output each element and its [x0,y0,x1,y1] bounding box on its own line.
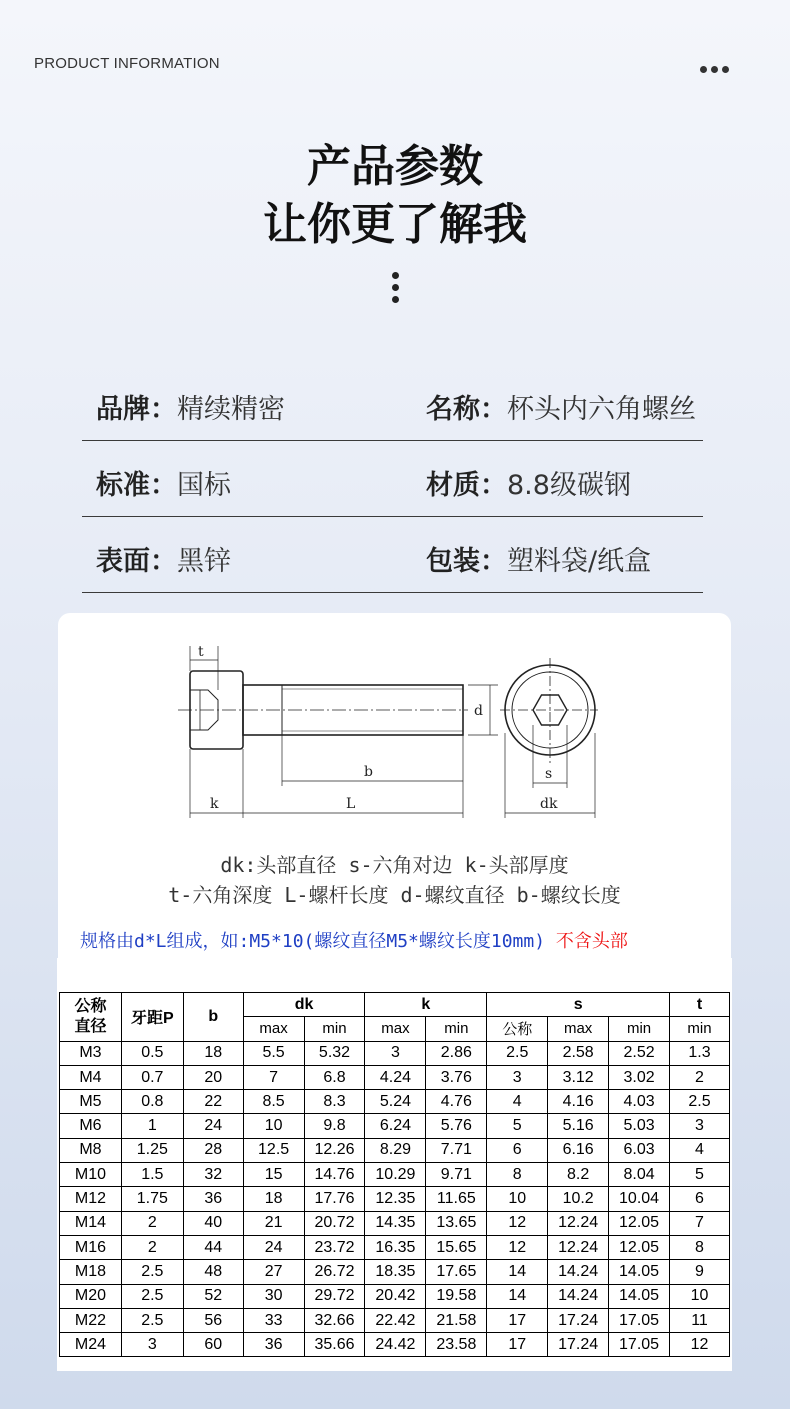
table-row [60,1333,730,1357]
table-cell: 24 [243,1235,304,1259]
table-cell: 6.03 [609,1138,670,1162]
table-cell: 3 [365,1041,426,1065]
table-row [60,1187,730,1211]
table-cell: 19.58 [426,1284,487,1308]
table-cell: 4.76 [426,1090,487,1114]
table-cell: 32.66 [304,1308,365,1332]
spec-table [59,992,730,1357]
table-cell: 15 [243,1163,304,1187]
table-cell: 6 [487,1138,548,1162]
table-cell: 12.05 [609,1235,670,1259]
table-cell: 10 [487,1187,548,1211]
table-cell: 36 [243,1333,304,1357]
table-cell: 2.5 [121,1284,183,1308]
header-k: k [365,993,487,1017]
table-cell: 14 [487,1284,548,1308]
table-cell: 2.5 [121,1308,183,1332]
info-key: 包装： [426,546,507,577]
spec-note-warning: 不含头部 [545,931,628,952]
table-cell: M8 [60,1138,122,1162]
table-cell: 23.58 [426,1333,487,1357]
table-cell: 8.29 [365,1138,426,1162]
table-cell: 12.5 [243,1138,304,1162]
table-cell: 10.04 [609,1187,670,1211]
dim-label-s: s [545,766,553,782]
legend-line: t-六角深度 L-螺杆长度 d-螺纹直径 b-螺纹长度 [168,883,621,907]
table-cell: 18 [243,1187,304,1211]
spec-table-body [60,1041,730,1357]
dim-label-L: L [346,796,356,812]
header-pitch: 牙距P [121,993,183,1042]
table-row [60,1114,730,1138]
table-cell: M6 [60,1114,122,1138]
info-packaging [426,539,651,578]
table-cell: 48 [183,1260,243,1284]
table-cell: M14 [60,1211,122,1235]
table-cell: 5.32 [304,1041,365,1065]
table-row [60,1260,730,1284]
table-cell: 3.12 [548,1065,609,1089]
info-material [426,463,631,502]
table-cell: 4.03 [609,1090,670,1114]
table-cell: 36 [183,1187,243,1211]
table-row [60,1090,730,1114]
table-cell: 2 [670,1065,730,1089]
table-cell: 12.24 [548,1211,609,1235]
table-cell: 15.65 [426,1235,487,1259]
table-cell: 4 [670,1138,730,1162]
table-cell: 1.3 [670,1041,730,1065]
table-cell: 5.5 [243,1041,304,1065]
table-cell: 56 [183,1308,243,1332]
table-cell: 1.25 [121,1138,183,1162]
info-value: 国标 [177,470,231,501]
table-cell: M12 [60,1187,122,1211]
table-cell: 12 [670,1333,730,1357]
table-cell: 52 [183,1284,243,1308]
table-cell: 2.86 [426,1041,487,1065]
table-cell: 6.16 [548,1138,609,1162]
info-value: 杯头内六角螺丝 [507,394,696,425]
table-cell: 4 [487,1090,548,1114]
table-cell: M5 [60,1090,122,1114]
table-cell: 11 [670,1308,730,1332]
table-cell: M16 [60,1235,122,1259]
table-cell: 3 [670,1114,730,1138]
table-cell: 14.24 [548,1284,609,1308]
table-cell: M22 [60,1308,122,1332]
header-dk-min: min [304,1017,365,1041]
table-cell: 14.24 [548,1260,609,1284]
table-cell: 8.04 [609,1163,670,1187]
info-key: 材质： [426,470,507,501]
table-cell: 28 [183,1138,243,1162]
info-brand [96,387,285,426]
table-cell: 17 [487,1308,548,1332]
table-cell: 18 [183,1041,243,1065]
table-cell: 60 [183,1333,243,1357]
info-standard [96,463,231,502]
header-k-max: max [365,1017,426,1041]
table-cell: 24 [183,1114,243,1138]
table-row [60,1065,730,1089]
table-spacer [57,958,732,992]
table-cell: 5.03 [609,1114,670,1138]
info-key: 标准： [96,470,177,501]
table-cell: 21.58 [426,1308,487,1332]
table-cell: 8.5 [243,1090,304,1114]
table-cell: 27 [243,1260,304,1284]
table-cell: 22.42 [365,1308,426,1332]
table-cell: 12.26 [304,1138,365,1162]
dim-label-d: d [474,703,483,719]
table-cell: 12 [487,1211,548,1235]
table-cell: 5.24 [365,1090,426,1114]
info-name [426,387,696,426]
table-cell: 20.42 [365,1284,426,1308]
table-cell: 5.16 [548,1114,609,1138]
table-cell: 5 [487,1114,548,1138]
info-value: 塑料袋/纸盒 [507,546,652,577]
page-title: 产品参数 [307,141,483,192]
table-cell: 32 [183,1163,243,1187]
table-cell: 6 [670,1187,730,1211]
table-cell: 2 [121,1235,183,1259]
table-cell: 8.3 [304,1090,365,1114]
table-cell: M24 [60,1333,122,1357]
info-key: 品牌： [96,394,177,425]
table-cell: 11.65 [426,1187,487,1211]
table-row [60,1041,730,1065]
table-cell: 18.35 [365,1260,426,1284]
section-label: PRODUCT INFORMATION [34,55,220,72]
table-cell: 33 [243,1308,304,1332]
info-row [82,447,703,517]
table-cell: 3.02 [609,1065,670,1089]
table-cell: 17.05 [609,1308,670,1332]
table-cell: 14.35 [365,1211,426,1235]
page-subtitle: 让你更了解我 [263,199,527,250]
table-cell: 9.8 [304,1114,365,1138]
table-cell: 20 [183,1065,243,1089]
table-cell: 40 [183,1211,243,1235]
table-cell: 2.52 [609,1041,670,1065]
table-cell: 20.72 [304,1211,365,1235]
table-cell: 3 [121,1333,183,1357]
table-cell: 2.5 [487,1041,548,1065]
table-cell: M4 [60,1065,122,1089]
table-cell: 17.05 [609,1333,670,1357]
table-cell: M10 [60,1163,122,1187]
table-cell: 16.35 [365,1235,426,1259]
table-cell: 44 [183,1235,243,1259]
table-cell: 12 [487,1235,548,1259]
table-cell: 17.76 [304,1187,365,1211]
table-cell: 10.29 [365,1163,426,1187]
table-cell: 17.24 [548,1308,609,1332]
table-cell: 17.65 [426,1260,487,1284]
spec-table-card [57,990,732,1371]
table-cell: 0.8 [121,1090,183,1114]
table-row [60,1138,730,1162]
header-t: t [670,993,730,1017]
table-cell: 14.05 [609,1284,670,1308]
header-dk: dk [243,993,365,1017]
table-row [60,1284,730,1308]
header-s-min: min [609,1017,670,1041]
table-cell: 17 [487,1333,548,1357]
info-row [82,523,703,593]
table-cell: 14 [487,1260,548,1284]
screw-diagram-card [58,613,731,960]
info-value: 8.8级碳钢 [507,470,631,501]
table-cell: 9.71 [426,1163,487,1187]
table-cell: 26.72 [304,1260,365,1284]
table-cell: 2.58 [548,1041,609,1065]
table-cell: 0.5 [121,1041,183,1065]
header-s-nominal: 公称 [487,1017,548,1041]
table-row [60,1211,730,1235]
info-row [82,371,703,441]
dim-label-t: t [198,644,204,660]
table-cell: 14.05 [609,1260,670,1284]
table-cell: 5 [670,1163,730,1187]
table-cell: 12.05 [609,1211,670,1235]
table-cell: 29.72 [304,1284,365,1308]
header-k-min: min [426,1017,487,1041]
table-cell: 6.8 [304,1065,365,1089]
table-cell: 13.65 [426,1211,487,1235]
header-dk-max: max [243,1017,304,1041]
more-dots-icon[interactable] [700,58,736,70]
table-row [60,1235,730,1259]
table-cell: 23.72 [304,1235,365,1259]
table-cell: 30 [243,1284,304,1308]
header-t-min: min [670,1017,730,1041]
table-cell: 8 [670,1235,730,1259]
header-b: b [183,993,243,1042]
table-cell: 10 [243,1114,304,1138]
info-value: 精续精密 [177,394,285,425]
table-cell: 12.24 [548,1235,609,1259]
header-s-max: max [548,1017,609,1041]
table-cell: 8 [487,1163,548,1187]
table-cell: M18 [60,1260,122,1284]
table-cell: M3 [60,1041,122,1065]
table-cell: 1.75 [121,1187,183,1211]
dim-label-b: b [364,764,373,780]
table-cell: 8.2 [548,1163,609,1187]
vertical-dots-icon [390,272,400,308]
table-row [60,1163,730,1187]
table-row [60,1308,730,1332]
table-cell: 3.76 [426,1065,487,1089]
table-cell: 6.24 [365,1114,426,1138]
info-key: 表面： [96,546,177,577]
table-cell: 17.24 [548,1333,609,1357]
table-cell: 4.24 [365,1065,426,1089]
table-cell: 4.16 [548,1090,609,1114]
info-surface [96,539,231,578]
dim-label-k: k [210,796,219,812]
info-value: 黑锌 [177,546,231,577]
table-cell: 12.35 [365,1187,426,1211]
info-key: 名称： [426,394,507,425]
table-cell: 7 [670,1211,730,1235]
table-cell: 35.66 [304,1333,365,1357]
table-cell: 10 [670,1284,730,1308]
table-cell: 2.5 [121,1260,183,1284]
table-cell: 1.5 [121,1163,183,1187]
table-cell: 7.71 [426,1138,487,1162]
spec-note-text: 规格由d*L组成，如:M5*10(螺纹直径M5*螺纹长度10mm) [80,931,546,952]
table-cell: 24.42 [365,1333,426,1357]
table-cell: M20 [60,1284,122,1308]
header-nominal-diameter: 公称 直径 [60,993,122,1042]
table-cell: 1 [121,1114,183,1138]
table-cell: 22 [183,1090,243,1114]
table-cell: 10.2 [548,1187,609,1211]
table-cell: 7 [243,1065,304,1089]
legend-line: dk:头部直径 s-六角对边 k-头部厚度 [220,853,569,877]
table-cell: 0.7 [121,1065,183,1089]
table-cell: 5.76 [426,1114,487,1138]
dim-label-dk: dk [540,796,558,812]
screw-diagram [178,638,618,833]
header-s: s [487,993,670,1017]
table-cell: 2.5 [670,1090,730,1114]
table-cell: 14.76 [304,1163,365,1187]
table-cell: 21 [243,1211,304,1235]
table-cell: 2 [121,1211,183,1235]
table-cell: 9 [670,1260,730,1284]
spec-note [80,927,628,953]
table-cell: 3 [487,1065,548,1089]
